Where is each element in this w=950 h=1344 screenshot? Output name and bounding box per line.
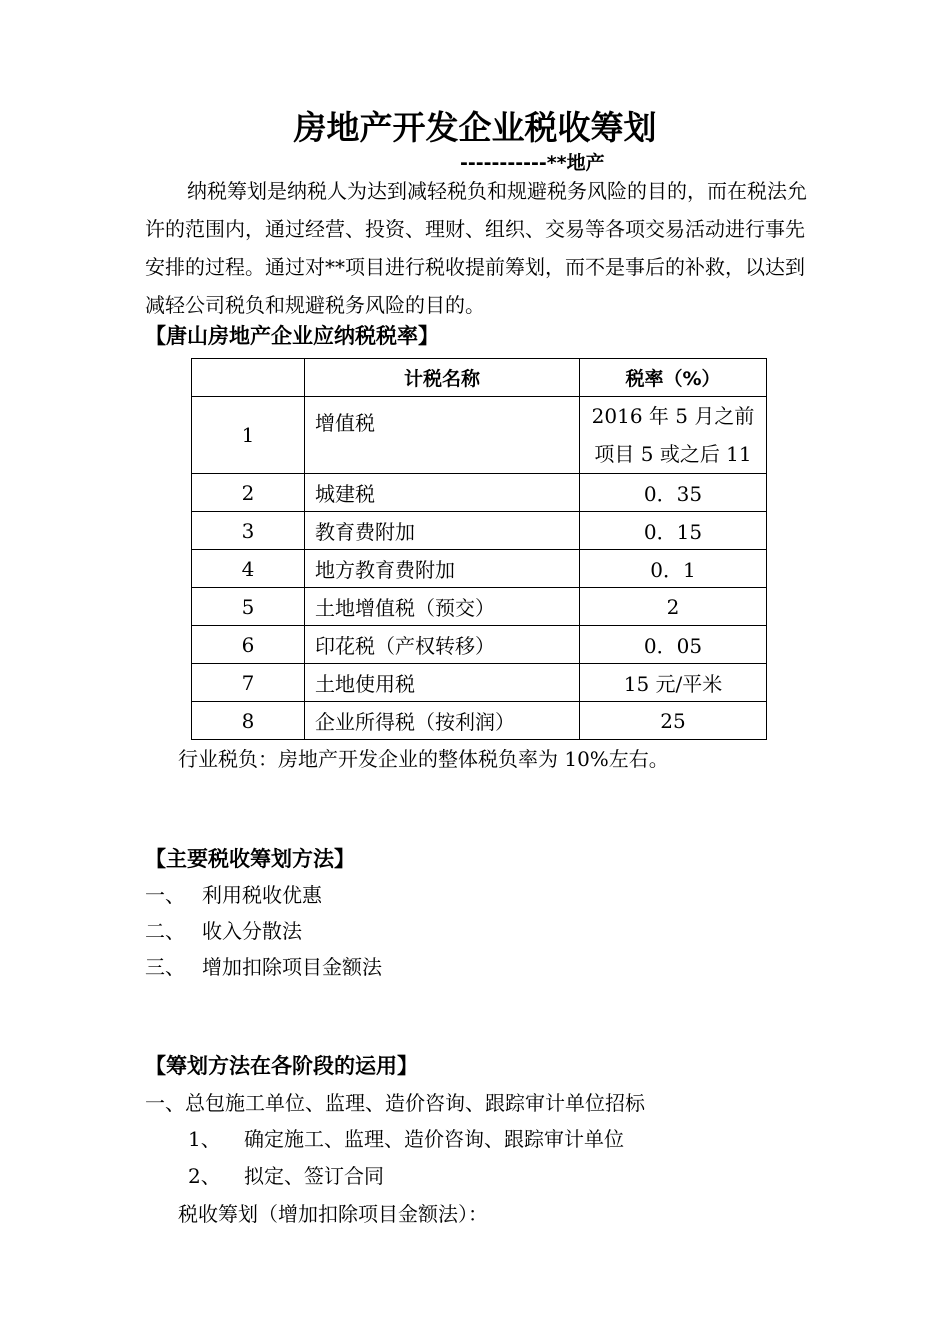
list-item bbox=[145, 879, 322, 908]
table-row bbox=[192, 588, 767, 626]
list-item-number: 三、 bbox=[145, 955, 185, 979]
row-index: 3 bbox=[192, 512, 305, 550]
row-tax-rate: 25 bbox=[580, 702, 767, 740]
intro-paragraph bbox=[145, 172, 815, 324]
list-item bbox=[145, 951, 382, 980]
row-index: 5 bbox=[192, 588, 305, 626]
row-tax-name: 城建税 bbox=[305, 474, 580, 512]
row-tax-rate: 0．35 bbox=[580, 474, 767, 512]
list-item-text: 利用税收优惠 bbox=[202, 883, 322, 907]
industry-tax-note: 行业税负：房地产开发企业的整体税负率为 10%左右。 bbox=[178, 747, 669, 771]
row-tax-name: 增值税 bbox=[305, 397, 580, 474]
section-heading-tax-rates: 【唐山房地产企业应纳税税率】 bbox=[145, 324, 439, 348]
table-header-row bbox=[192, 359, 767, 397]
section-heading-application: 【筹划方法在各阶段的运用】 bbox=[145, 1054, 418, 1078]
table-row bbox=[192, 702, 767, 740]
stage-item-1: 一、总包施工单位、监理、造价咨询、跟踪审计单位招标 bbox=[145, 1091, 645, 1115]
tax-rate-table bbox=[191, 358, 767, 740]
list-item-text: 增加扣除项目金额法 bbox=[202, 955, 382, 979]
sub-item-number: 2、 bbox=[188, 1164, 221, 1188]
table-row bbox=[192, 512, 767, 550]
list-item-text: 收入分散法 bbox=[202, 919, 302, 943]
sub-item-text: 确定施工、监理、造价咨询、跟踪审计单位 bbox=[244, 1127, 624, 1151]
row-tax-name: 土地增值税（预交） bbox=[305, 588, 580, 626]
table-row bbox=[192, 626, 767, 664]
rate-line-2: 项目 5 或之后 11 bbox=[594, 442, 752, 466]
header-tax-rate: 税率（%） bbox=[580, 359, 767, 397]
row-index: 1 bbox=[192, 397, 305, 474]
list-item bbox=[145, 915, 302, 944]
row-index: 7 bbox=[192, 664, 305, 702]
row-index: 6 bbox=[192, 626, 305, 664]
tax-planning-line: 税收筹划（增加扣除项目金额法）： bbox=[178, 1202, 488, 1226]
header-tax-name: 计税名称 bbox=[305, 359, 580, 397]
table-row bbox=[192, 397, 767, 474]
intro-text: 纳税筹划是纳税人为达到减轻税负和规避税务风险的目的，而在税法允许的范围内，通过经营、投资、理财、组织、交易等各项交易活动进行事先安排的过程。通过对**项目进行税收提前筹划，而不是事后的补救，以达到减轻公司税负和规避税务风险的目的。 bbox=[145, 179, 807, 317]
header-index bbox=[192, 359, 305, 397]
row-tax-name: 企业所得税（按利润） bbox=[305, 702, 580, 740]
row-index: 8 bbox=[192, 702, 305, 740]
sub-item-text: 拟定、签订合同 bbox=[244, 1164, 384, 1188]
row-tax-rate: 2 bbox=[580, 588, 767, 626]
document-subtitle: -----------**地产 bbox=[460, 152, 605, 174]
row-tax-name: 印花税（产权转移） bbox=[305, 626, 580, 664]
row-tax-name: 地方教育费附加 bbox=[305, 550, 580, 588]
row-tax-rate: 0．1 bbox=[580, 550, 767, 588]
rate-line-1: 2016 年 5 月之前 bbox=[591, 404, 755, 428]
list-item-number: 二、 bbox=[145, 919, 185, 943]
section-heading-methods: 【主要税收筹划方法】 bbox=[145, 847, 355, 871]
row-tax-rate: 0．15 bbox=[580, 512, 767, 550]
row-index: 2 bbox=[192, 474, 305, 512]
table-row bbox=[192, 550, 767, 588]
row-tax-name: 教育费附加 bbox=[305, 512, 580, 550]
document-title: 房地产开发企业税收筹划 bbox=[293, 108, 657, 147]
sub-item-number: 1、 bbox=[188, 1127, 221, 1151]
table-row bbox=[192, 664, 767, 702]
table-row bbox=[192, 474, 767, 512]
sub-item bbox=[188, 1123, 624, 1152]
sub-item bbox=[188, 1160, 384, 1189]
row-tax-name: 土地使用税 bbox=[305, 664, 580, 702]
row-index: 4 bbox=[192, 550, 305, 588]
row-tax-rate bbox=[580, 397, 767, 474]
row-tax-rate: 15 元/平米 bbox=[580, 664, 767, 702]
row-tax-rate: 0．05 bbox=[580, 626, 767, 664]
list-item-number: 一、 bbox=[145, 883, 185, 907]
